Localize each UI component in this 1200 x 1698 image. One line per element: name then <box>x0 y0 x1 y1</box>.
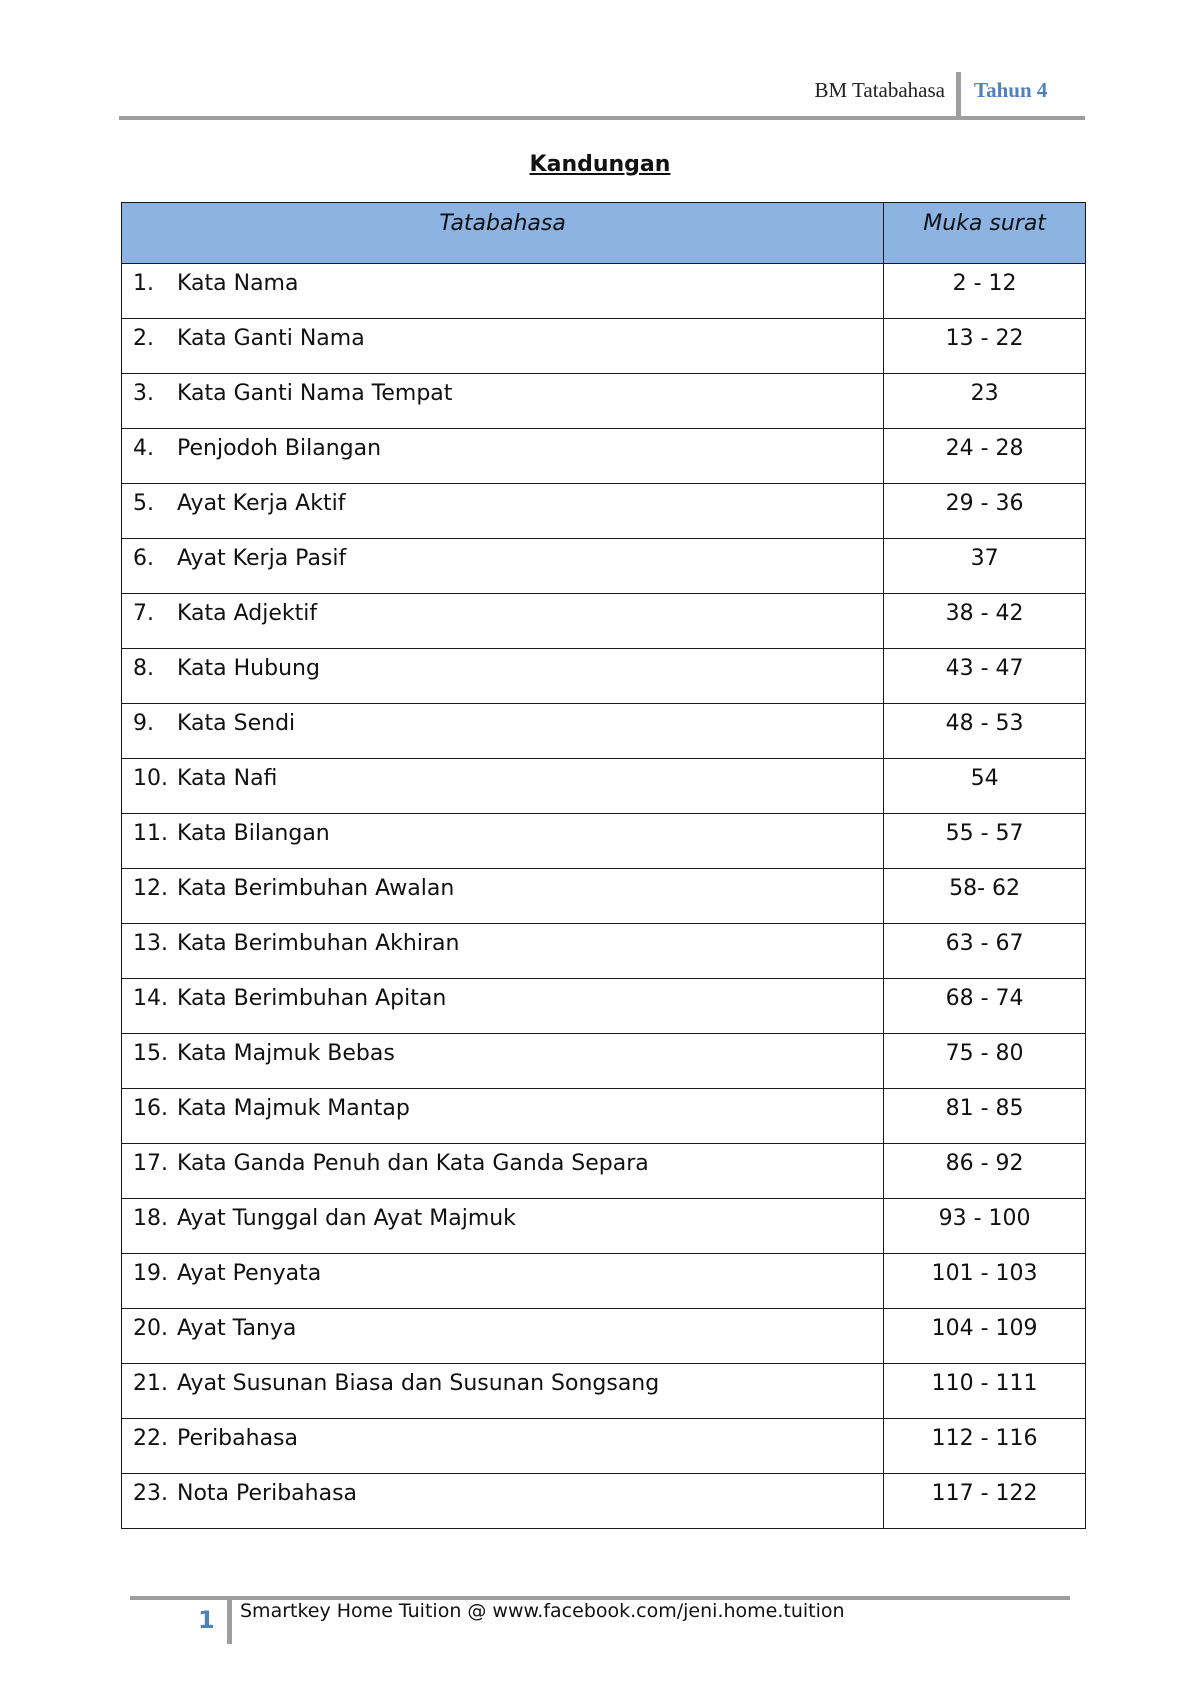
item-number: 12. <box>133 876 168 901</box>
item-number: 13. <box>133 931 168 956</box>
item-number: 1. <box>133 271 154 296</box>
topic-cell <box>122 979 884 1034</box>
table-row <box>122 869 1086 924</box>
topic-label: Kata Sendi <box>177 711 296 736</box>
table-row <box>122 374 1086 429</box>
topic-label: Kata Majmuk Bebas <box>177 1041 395 1066</box>
topic-label: Kata Hubung <box>177 656 320 681</box>
item-number: 5. <box>133 491 154 516</box>
column-header-page: Muka surat <box>884 203 1086 264</box>
header-divider <box>956 72 961 118</box>
topic-cell <box>122 1199 884 1254</box>
topic-label: Kata Berimbuhan Akhiran <box>177 931 460 956</box>
page-range-cell: 104 - 109 <box>884 1309 1086 1364</box>
page-header <box>119 66 1085 118</box>
topic-label: Kata Ganda Penuh dan Kata Ganda Separa <box>177 1151 649 1176</box>
page-range-cell: 75 - 80 <box>884 1034 1086 1089</box>
table-row <box>122 264 1086 319</box>
topic-cell <box>122 429 884 484</box>
item-number: 9. <box>133 711 154 736</box>
table-row <box>122 924 1086 979</box>
item-number: 15. <box>133 1041 168 1066</box>
item-number: 19. <box>133 1261 168 1286</box>
page-range-cell: 86 - 92 <box>884 1144 1086 1199</box>
table-row <box>122 1309 1086 1364</box>
item-number: 11. <box>133 821 168 846</box>
table-row <box>122 594 1086 649</box>
topic-label: Kata Berimbuhan Awalan <box>177 876 455 901</box>
topic-cell <box>122 649 884 704</box>
topic-label: Kata Ganti Nama Tempat <box>177 381 453 406</box>
page-range-cell: 55 - 57 <box>884 814 1086 869</box>
item-number: 8. <box>133 656 154 681</box>
table-row <box>122 649 1086 704</box>
page-range-cell: 54 <box>884 759 1086 814</box>
item-number: 3. <box>133 381 154 406</box>
topic-cell <box>122 1089 884 1144</box>
contents-table <box>121 202 1086 1529</box>
table-row <box>122 704 1086 759</box>
page-range-cell: 48 - 53 <box>884 704 1086 759</box>
topic-label: Kata Nafi <box>177 766 278 791</box>
item-number: 21. <box>133 1371 168 1396</box>
topic-cell <box>122 1364 884 1419</box>
topic-label: Kata Bilangan <box>177 821 330 846</box>
page-range-cell: 63 - 67 <box>884 924 1086 979</box>
topic-cell <box>122 1419 884 1474</box>
page-range-cell: 101 - 103 <box>884 1254 1086 1309</box>
topic-cell <box>122 319 884 374</box>
page-range-cell: 117 - 122 <box>884 1474 1086 1529</box>
table-row <box>122 1419 1086 1474</box>
topic-label: Kata Ganti Nama <box>177 326 365 351</box>
topic-label: Ayat Kerja Pasif <box>177 546 347 571</box>
contents-table-body <box>122 264 1086 1529</box>
table-row <box>122 1034 1086 1089</box>
page-range-cell: 23 <box>884 374 1086 429</box>
footer-divider <box>227 1600 232 1644</box>
header-subject: BM Tatabahasa <box>814 78 945 102</box>
item-number: 10. <box>133 766 168 791</box>
topic-cell <box>122 759 884 814</box>
page-range-cell: 112 - 116 <box>884 1419 1086 1474</box>
topic-label: Ayat Tanya <box>177 1316 297 1341</box>
page-range-cell: 13 - 22 <box>884 319 1086 374</box>
table-row <box>122 1364 1086 1419</box>
topic-label: Ayat Susunan Biasa dan Susunan Songsang <box>177 1371 660 1396</box>
page-range-cell: 38 - 42 <box>884 594 1086 649</box>
topic-cell <box>122 1309 884 1364</box>
table-row <box>122 1474 1086 1529</box>
topic-label: Ayat Penyata <box>177 1261 322 1286</box>
item-number: 22. <box>133 1426 168 1451</box>
topic-label: Kata Majmuk Mantap <box>177 1096 410 1121</box>
table-row <box>122 429 1086 484</box>
topic-label: Penjodoh Bilangan <box>177 436 382 461</box>
table-row <box>122 814 1086 869</box>
page-range-cell: 110 - 111 <box>884 1364 1086 1419</box>
page-title: Kandungan <box>529 152 671 177</box>
item-number: 6. <box>133 546 154 571</box>
topic-cell <box>122 869 884 924</box>
item-number: 2. <box>133 326 154 351</box>
column-header-topic: Tatabahasa <box>122 203 884 264</box>
table-row <box>122 319 1086 374</box>
table-header-row <box>122 203 1086 264</box>
page-range-cell: 93 - 100 <box>884 1199 1086 1254</box>
topic-cell <box>122 924 884 979</box>
topic-label: Kata Adjektif <box>177 601 318 626</box>
topic-cell <box>122 539 884 594</box>
page-range-cell: 81 - 85 <box>884 1089 1086 1144</box>
page-range-cell: 29 - 36 <box>884 484 1086 539</box>
header-level: Tahun 4 <box>974 78 1048 102</box>
topic-label: Nota Peribahasa <box>177 1481 358 1506</box>
item-number: 18. <box>133 1206 168 1231</box>
table-row <box>122 1254 1086 1309</box>
item-number: 16. <box>133 1096 168 1121</box>
table-row <box>122 539 1086 594</box>
topic-cell <box>122 814 884 869</box>
topic-label: Kata Nama <box>177 271 299 296</box>
footer-text: Smartkey Home Tuition @ www.facebook.com/jeni.home.tuition <box>240 1600 845 1622</box>
topic-cell <box>122 1254 884 1309</box>
header-rule <box>119 116 1085 120</box>
topic-cell <box>122 374 884 429</box>
page-range-cell: 68 - 74 <box>884 979 1086 1034</box>
topic-label: Ayat Tunggal dan Ayat Majmuk <box>177 1206 516 1231</box>
item-number: 20. <box>133 1316 168 1341</box>
item-number: 7. <box>133 601 154 626</box>
table-row <box>122 1199 1086 1254</box>
topic-cell <box>122 1144 884 1199</box>
topic-label: Kata Berimbuhan Apitan <box>177 986 447 1011</box>
page-range-cell: 24 - 28 <box>884 429 1086 484</box>
item-number: 23. <box>133 1481 168 1506</box>
item-number: 4. <box>133 436 154 461</box>
table-row <box>122 979 1086 1034</box>
page-range-cell: 2 - 12 <box>884 264 1086 319</box>
topic-cell <box>122 1474 884 1529</box>
page-range-cell: 37 <box>884 539 1086 594</box>
topic-cell <box>122 1034 884 1089</box>
footer-page-number: 1 <box>198 1606 215 1634</box>
item-number: 14. <box>133 986 168 1011</box>
table-row <box>122 759 1086 814</box>
topic-cell <box>122 704 884 759</box>
topic-label: Ayat Kerja Aktif <box>177 491 346 516</box>
topic-cell <box>122 264 884 319</box>
page-range-cell: 58- 62 <box>884 869 1086 924</box>
table-row <box>122 484 1086 539</box>
topic-label: Peribahasa <box>177 1426 298 1451</box>
item-number: 17. <box>133 1151 168 1176</box>
table-row <box>122 1089 1086 1144</box>
topic-cell <box>122 594 884 649</box>
table-row <box>122 1144 1086 1199</box>
topic-cell <box>122 484 884 539</box>
page-range-cell: 43 - 47 <box>884 649 1086 704</box>
